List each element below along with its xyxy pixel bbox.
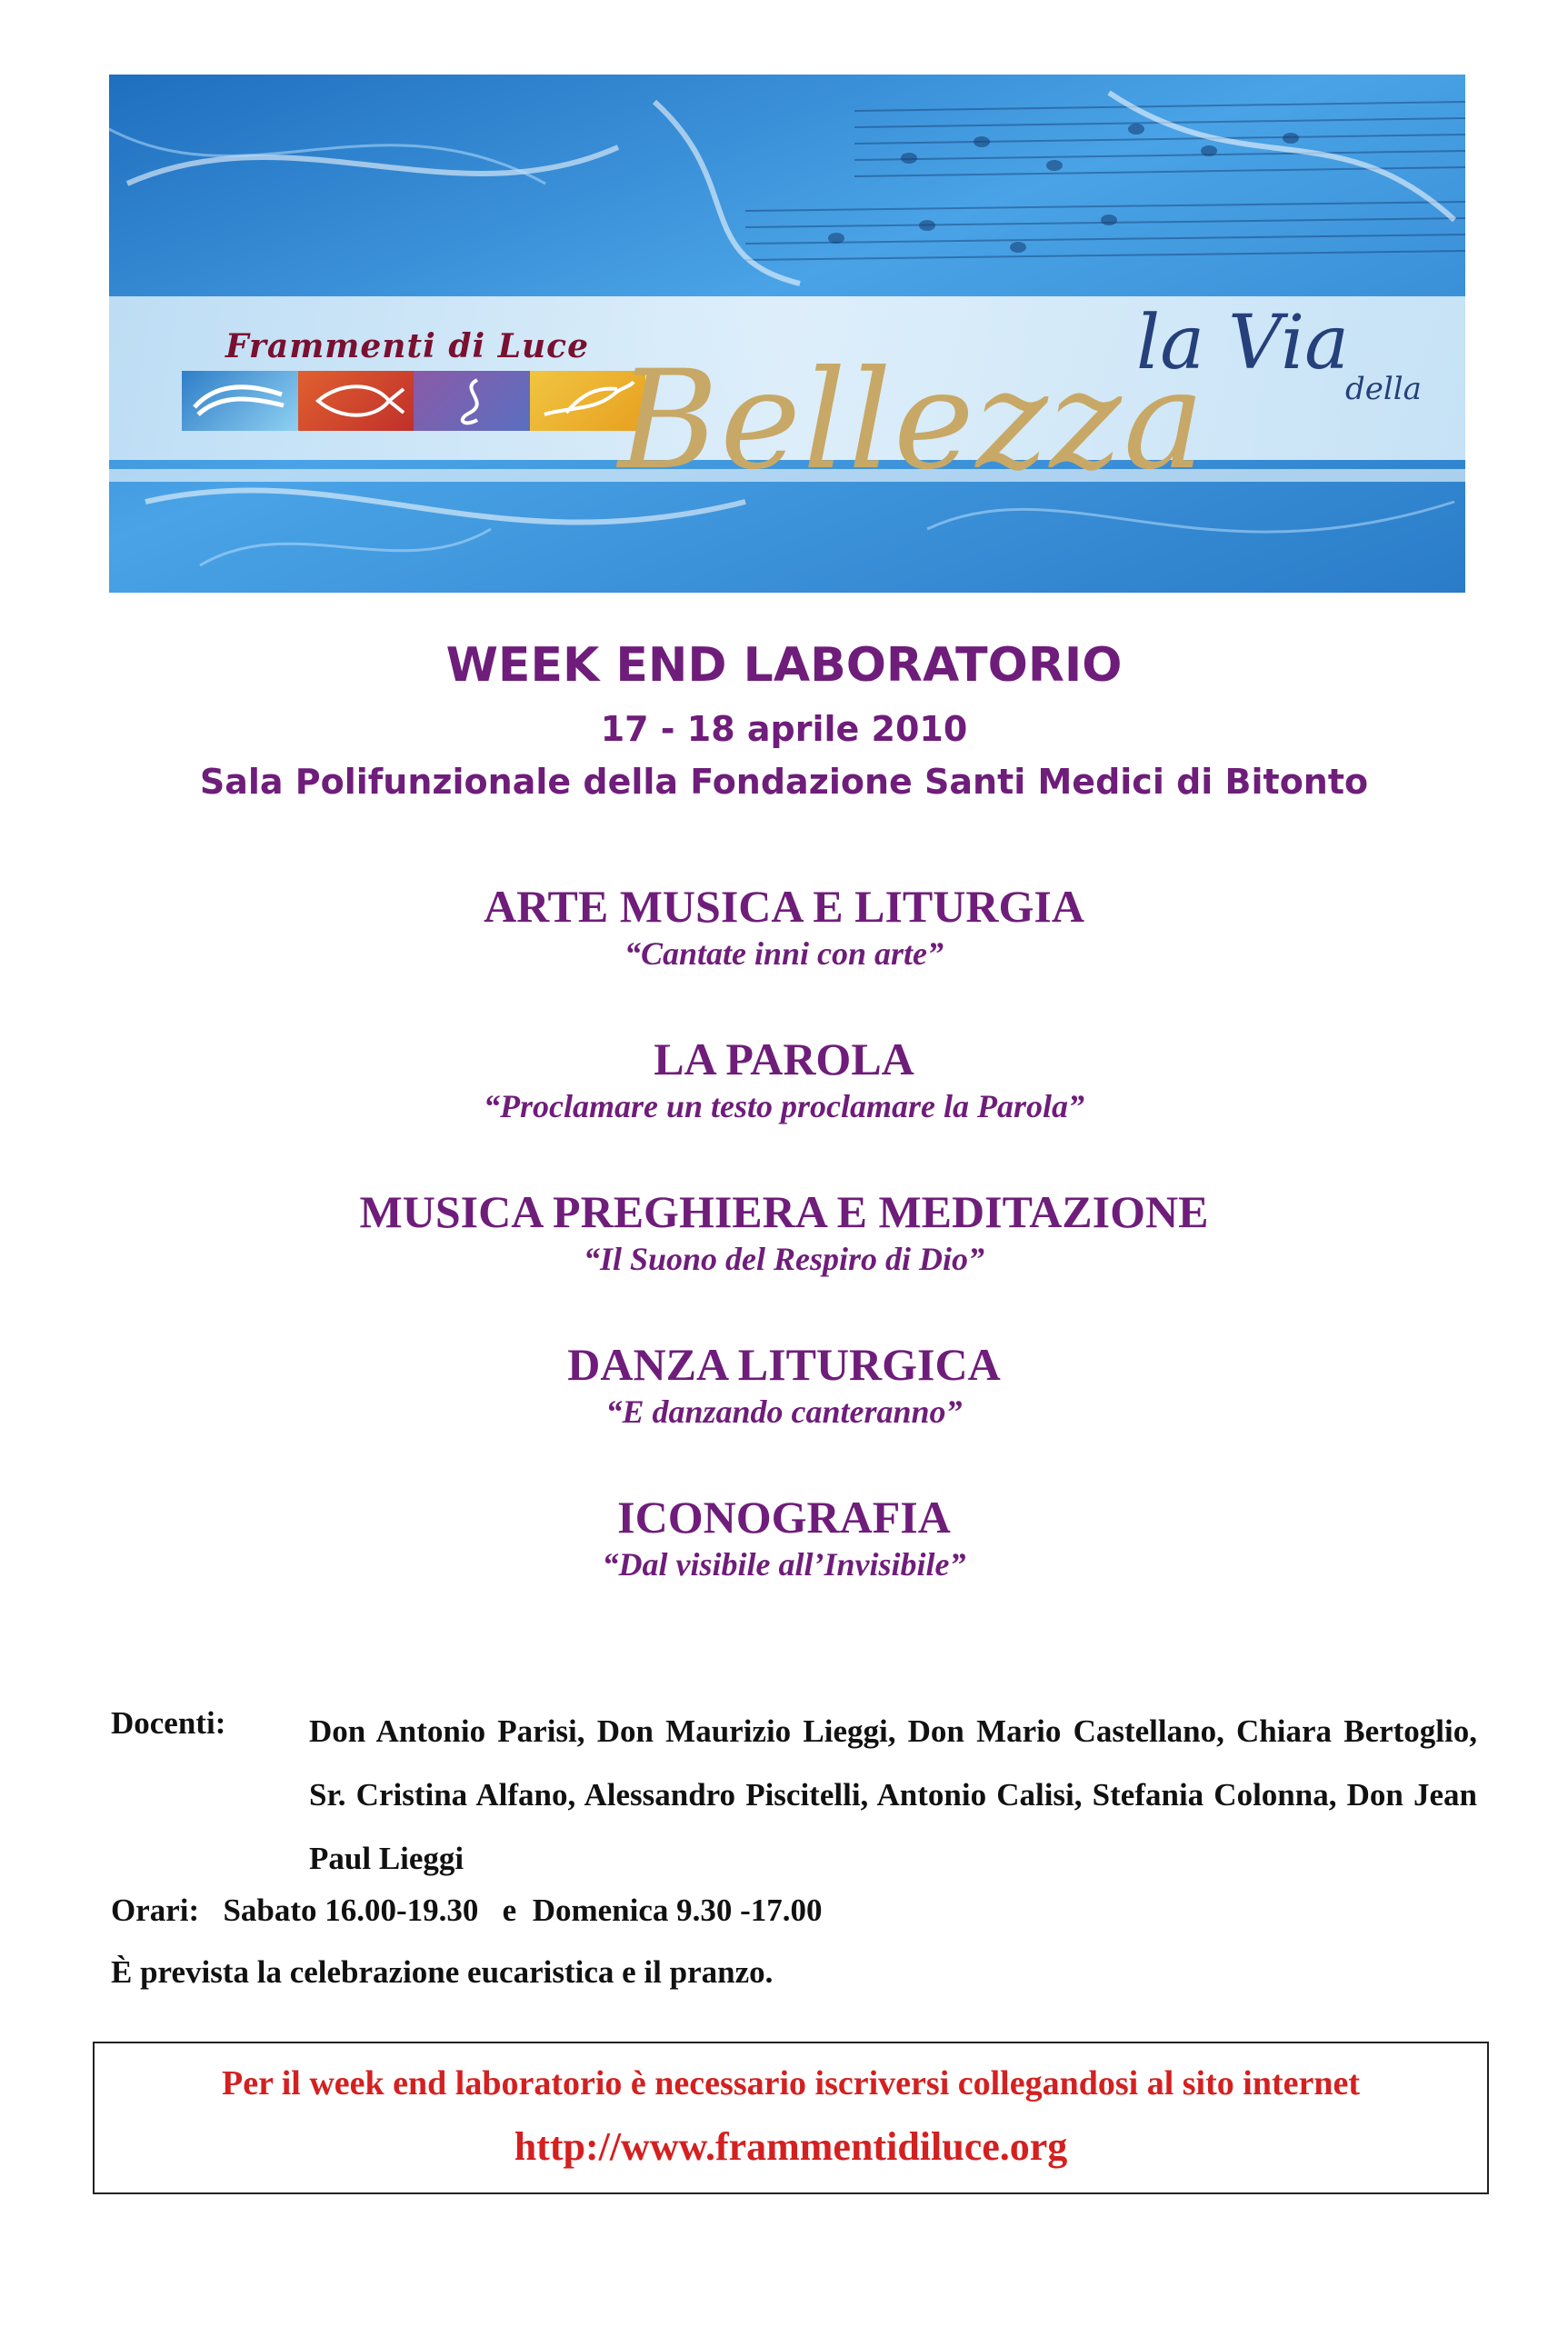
banner-title-la-via: la Via [1136,300,1350,386]
section-subtitle: “Il Suono del Respiro di Dio” [583,1241,985,1277]
section-subtitle: “Cantate inni con arte” [624,935,944,972]
section-title: DANZA LITURGICA [567,1339,1001,1390]
docenti-label: Docenti: [111,1705,226,1741]
event-venue: Sala Polifunzionale della Fondazione Santi Medici di Bitonto [199,762,1369,802]
section-title: LA PAROLA [654,1034,914,1084]
registration-box [93,2042,1489,2194]
section-danza-liturgica [0,1338,1568,1433]
orari-line [111,1893,823,1929]
banner-title-bellezza: Bellezza [618,342,1207,500]
section-title: ICONOGRAFIA [617,1492,951,1543]
section-subtitle: “Proclamare un testo proclamare la Parola” [484,1088,1084,1124]
section-subtitle: “Dal visibile all’Invisibile” [602,1546,966,1583]
banner-title-della: della [1345,371,1422,407]
logo-tiles [182,371,645,431]
wings-icon [182,371,298,431]
event-dates: 17 - 18 aprile 2010 [600,709,968,749]
music-note-icon [414,371,530,431]
section-subtitle: “E danzando canteranno” [605,1393,963,1430]
registration-link[interactable]: http://www.frammentidiluce.org [514,2124,1068,2169]
section-title: ARTE MUSICA E LITURGIA [484,881,1084,932]
logo-text: Frammenti di Luce [225,327,590,365]
section-musica-preghiera [0,1185,1568,1280]
orari-label: Orari: [111,1893,200,1928]
section-title: MUSICA PREGHIERA E MEDITAZIONE [359,1186,1209,1237]
event-title: WEEK END LABORATORIO [445,638,1123,693]
docenti-list: Don Antonio Parisi, Don Maurizio Lieggi, Don Mario Castellano, Chiara Bertoglio, Sr. Cristina Alfano, Alessandro Piscitelli, Antonio Calisi, Stefania Colonna, Don Jean Paul Lieggi [309,1713,1477,1876]
section-la-parola [0,1033,1568,1127]
section-arte-musica [0,880,1568,974]
celebrazione-note: È prevista la celebrazione eucaristica e il pranzo. [111,1954,774,1990]
orari-value: Sabato 16.00-19.30 e Domenica 9.30 -17.00 [223,1893,823,1928]
registration-text: Per il week end laboratorio è necessario iscriversi collegandosi al sito internet [221,2064,1360,2102]
fish-icon [298,371,414,431]
banner-image [109,75,1465,593]
section-iconografia [0,1491,1568,1585]
